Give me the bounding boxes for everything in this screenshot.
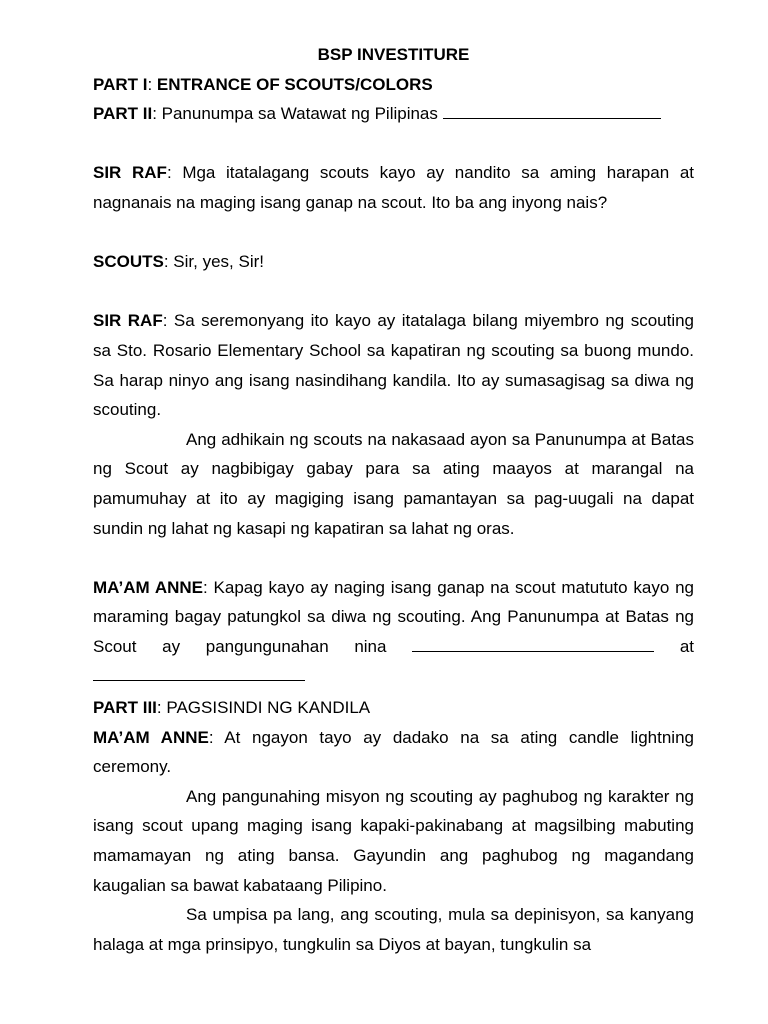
part-1-label: PART I — [93, 74, 148, 94]
fill-in-blank — [412, 633, 654, 652]
speech-continuation: Ang adhikain ng scouts na nakasaad ayon sa Panunumpa at Batas ng Scout ay nagbibigay gabay para sa ating maayos at marangal na pamumuhay at ito ay magiging isang pamantayan sa pag-uugali na dapat sundin ng lahat ng kasapi ng kapatiran sa lahat ng oras. — [93, 429, 694, 538]
speech-continuation: Sa umpisa pa lang, ang scouting, mula sa depinisyon, sa kanyang halaga at mga prinsipyo, tungkulin sa Diyos at bayan, tungkulin sa — [93, 905, 694, 954]
speech-text: Mga itatalagang scouts kayo ay nandito sa aming harapan at nagnanais na maging isang ganap na scout. Ito ba ang inyong nais? — [93, 163, 695, 212]
fill-in-blank — [93, 662, 305, 681]
speech-text: Kapag kayo ay naging isang ganap na scout matututo kayo ng maraming bagay patungkol sa diwa ng scouting. Ang Panunumpa at Batas ng Scout ay pangungunahan nina — [93, 577, 694, 656]
speech-paragraph: MA’AM ANNE: At ngayon tayo ay dadako na sa ating candle lightning ceremony. — [93, 727, 694, 777]
speech-text: Sir, yes, Sir! — [173, 252, 264, 272]
speech-paragraph: SCOUTS: Sir, yes, Sir! — [93, 252, 264, 272]
document-title: BSP INVESTITURE — [317, 45, 470, 64]
speech-paragraph: MA’AM ANNE: Kapag kayo ay naging isang ganap na scout matututo kayo ng maraming bagay patungkol sa diwa ng scouting. Ang Panunumpa at Batas ng Scout ay pangungunahan nina at — [93, 573, 694, 691]
speaker-label: SIR RAF — [93, 311, 163, 331]
part-2-text: Panunumpa sa Watawat ng Pilipinas — [161, 104, 438, 124]
part-1-text: ENTRANCE OF SCOUTS/COLORS — [156, 74, 433, 94]
part-3-label: PART III — [93, 698, 157, 718]
speech-paragraph: SIR RAF: Sa seremonyang ito kayo ay itatalaga bilang miyembro ng scouting sa Sto. Rosario Elementary School sa kapatiran ng scouting sa buong mundo. Sa harap ninyo ang isang nasindihang kandila. Ito ay sumasagisag sa diwa ng scouting. — [93, 311, 695, 420]
speech-text: At ngayon tayo ay dadako na sa ating candle lightning ceremony. — [93, 727, 694, 777]
speech-text: Sa seremonyang ito kayo ay itatalaga bilang miyembro ng scouting sa Sto. Rosario Elementary School sa kapatiran ng scouting sa buong mundo. Sa harap ninyo ang isang nasindihang kandila. Ito ay sumasagisag sa diwa ng scouting. — [93, 311, 695, 420]
part-3-heading: PART III: PAGSISINDI NG KANDILA — [93, 698, 371, 718]
part-2-label: PART II — [93, 104, 153, 124]
fill-in-blank — [443, 100, 661, 119]
speaker-label: MA’AM ANNE — [93, 577, 203, 597]
speech-continuation: Ang pangunahing misyon ng scouting ay paghubog ng karakter ng isang scout upang maging isang kapaki-pakinabang at magsilbing mabuting mamamayan ng ating bansa. Gayundin ang paghubog ng magandang kaugalian sa bawat kabataang Pilipino. — [93, 786, 694, 895]
connector-text: at — [679, 636, 694, 656]
speaker-label: MA’AM ANNE — [93, 727, 209, 747]
document-page — [93, 40, 694, 959]
speaker-label: SIR RAF — [93, 163, 167, 183]
part-2-heading: PART II: Panunumpa sa Watawat ng Pilipinas — [93, 99, 694, 129]
speaker-label: SCOUTS — [93, 252, 164, 272]
part-3-text: PAGSISINDI NG KANDILA — [166, 698, 371, 718]
part-1-heading: PART I: ENTRANCE OF SCOUTS/COLORS — [93, 74, 433, 94]
speech-paragraph: SIR RAF: Mga itatalagang scouts kayo ay nandito sa aming harapan at nagnanais na maging isang ganap na scout. Ito ba ang inyong nais? — [93, 163, 695, 212]
